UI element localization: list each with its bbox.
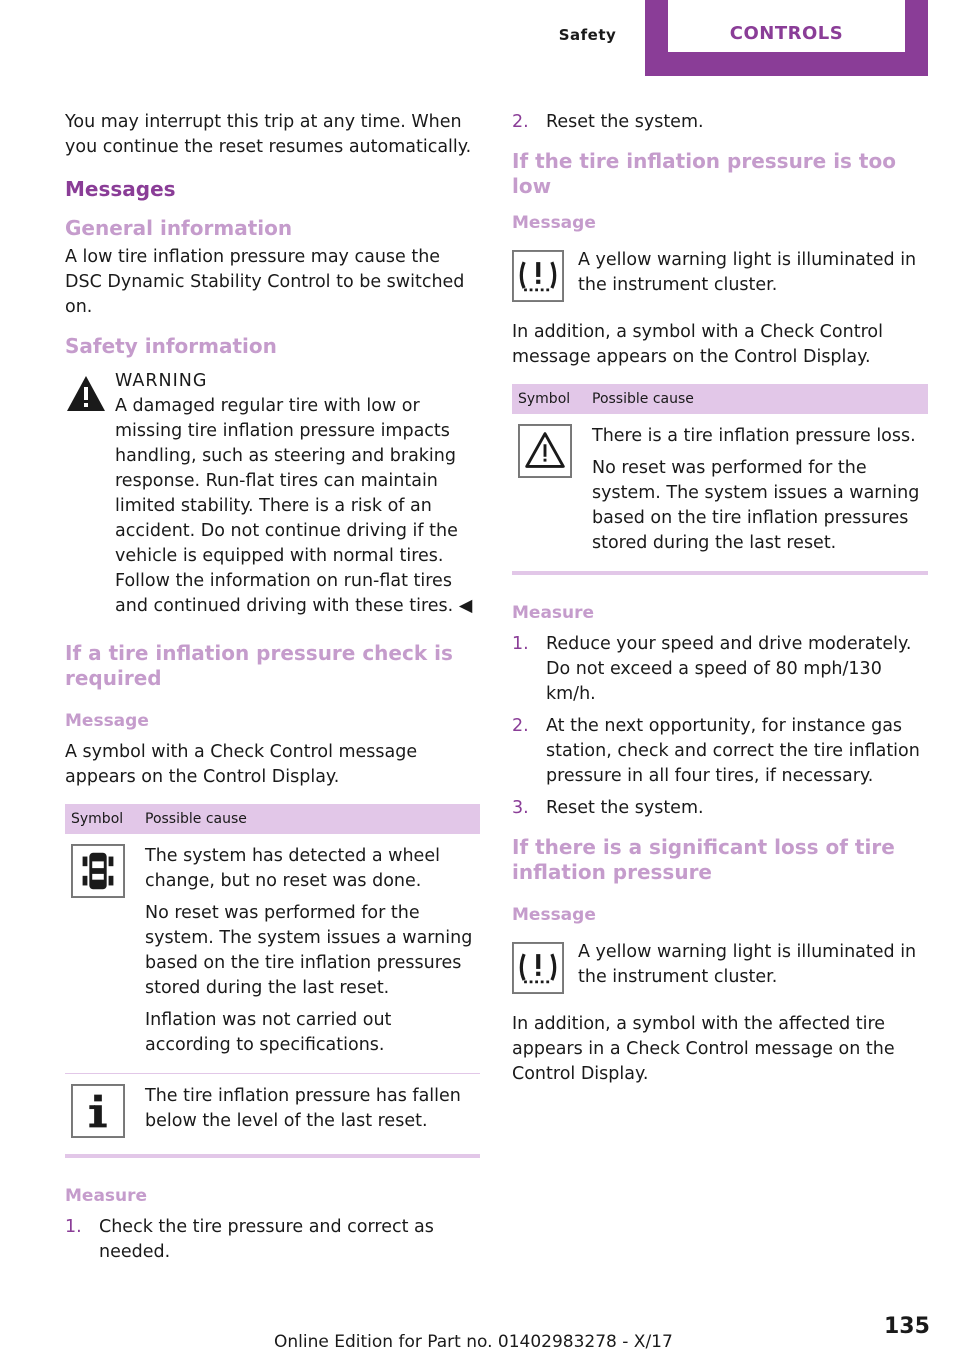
message-heading: Message bbox=[512, 213, 596, 233]
measure-heading: Measure bbox=[65, 1186, 148, 1206]
low-pressure-heading: If the tire inflation pressure is too low bbox=[512, 149, 896, 198]
warning-light-para bbox=[512, 940, 928, 998]
step-text: Reset the system. bbox=[546, 798, 704, 818]
warning-block bbox=[65, 369, 480, 619]
warning-title: WARNING bbox=[115, 371, 208, 391]
table-row bbox=[65, 834, 480, 1074]
tire-pressure-warning-icon bbox=[512, 250, 564, 302]
table-row bbox=[512, 414, 928, 573]
message-text: A symbol with a Check Control message appears on the Control Display. bbox=[65, 742, 418, 787]
end-mark-icon: ◀ bbox=[458, 596, 473, 616]
measure-steps bbox=[65, 1215, 480, 1265]
step-number: 2. bbox=[512, 716, 529, 736]
step-text: Reset the system. bbox=[546, 112, 704, 132]
warning-light-para bbox=[512, 248, 928, 306]
table-row bbox=[65, 1074, 480, 1157]
cause-text: No reset was performed for the system. The system issues a warning based on the tire inflation pressures stored during the last reset. bbox=[145, 903, 473, 998]
list-item bbox=[512, 714, 928, 789]
section-label: Safety bbox=[558, 26, 617, 44]
col-cause: Possible cause bbox=[586, 384, 928, 414]
reset-steps bbox=[512, 110, 928, 135]
warning-light-text: A yellow warning light is illuminated in the instrument cluster. bbox=[578, 942, 917, 987]
measure-steps bbox=[512, 632, 928, 821]
cause-text: No reset was performed for the system. The system issues a warning based on the tire inflation pressures stored during the last reset. bbox=[592, 458, 920, 553]
step-number: 2. bbox=[512, 112, 529, 132]
edition-footer: Online Edition for Part no. 01402983278 - X/17 bbox=[274, 1332, 673, 1352]
addition-text: In addition, a symbol with a Check Control message appears on the Control Display. bbox=[512, 322, 883, 367]
cause-text: The system has detected a wheel change, but no reset was done. bbox=[145, 846, 440, 891]
cause-text: There is a tire inflation pressure loss. bbox=[592, 426, 916, 446]
step-number: 1. bbox=[512, 634, 529, 654]
safety-heading: Safety information bbox=[65, 334, 277, 358]
cause-text: Inflation was not carried out according to specifications. bbox=[145, 1010, 392, 1055]
warning-body bbox=[65, 394, 480, 619]
step-text: Check the tire pressure and correct as needed. bbox=[99, 1217, 434, 1262]
cause-text: The tire inflation pressure has fallen below the level of the last reset. bbox=[145, 1086, 461, 1131]
list-item bbox=[65, 1215, 480, 1265]
list-item bbox=[512, 632, 928, 707]
messages-heading: Messages bbox=[65, 177, 176, 201]
step-text: Reduce your speed and drive moderately. Do not exceed a speed of 80 mph/130 km/h. bbox=[546, 634, 912, 704]
check-heading: If a tire inflation pressure check is required bbox=[65, 641, 453, 690]
car-tires-icon bbox=[71, 844, 125, 898]
col-cause: Possible cause bbox=[139, 804, 480, 834]
general-heading: General information bbox=[65, 216, 293, 240]
list-item bbox=[512, 796, 928, 821]
intro-text: You may interrupt this trip at any time. When you continue the reset resumes automatically. bbox=[65, 112, 472, 157]
warning-light-text: A yellow warning light is illuminated in the instrument cluster. bbox=[578, 250, 917, 295]
step-text: At the next opportunity, for instance gas station, check and correct the tire inflation pressure in all four tires, if necessary. bbox=[546, 716, 920, 786]
measure-heading: Measure bbox=[512, 603, 595, 623]
loss-heading: If there is a significant loss of tire inflation pressure bbox=[512, 835, 895, 884]
tire-pressure-warning-icon bbox=[512, 942, 564, 994]
info-icon bbox=[71, 1084, 125, 1138]
chapter-tab[interactable]: CONTROLS bbox=[668, 0, 905, 52]
list-item bbox=[512, 110, 928, 135]
left-column bbox=[65, 110, 480, 1279]
warning-triangle-icon bbox=[65, 373, 107, 413]
page-number: 135 bbox=[884, 1314, 930, 1339]
symbol-table-right bbox=[512, 384, 928, 575]
right-column bbox=[512, 110, 928, 1101]
symbol-table-left bbox=[65, 804, 480, 1158]
addition-text: In addition, a symbol with the affected tire appears in a Check Control message on the Control Display. bbox=[512, 1014, 895, 1084]
warning-triangle-icon bbox=[518, 424, 572, 478]
message-heading: Message bbox=[65, 711, 149, 731]
message-heading: Message bbox=[512, 905, 596, 925]
col-symbol: Symbol bbox=[65, 804, 139, 834]
step-number: 3. bbox=[512, 798, 529, 818]
col-symbol: Symbol bbox=[512, 384, 586, 414]
warning-text: A damaged regular tire with low or missing tire inflation pressure impacts handling, such as steering and braking response. Run-flat tires can maintain limited stability. There is a risk of an accident. Do not continue driving if the vehicle is equipped with normal tires. Follow the information on run-flat tires and continued driving with these tires. bbox=[115, 396, 458, 616]
general-text: A low tire inflation pressure may cause the DSC Dynamic Stability Control to be switched on. bbox=[65, 247, 465, 317]
step-number: 1. bbox=[65, 1217, 82, 1237]
